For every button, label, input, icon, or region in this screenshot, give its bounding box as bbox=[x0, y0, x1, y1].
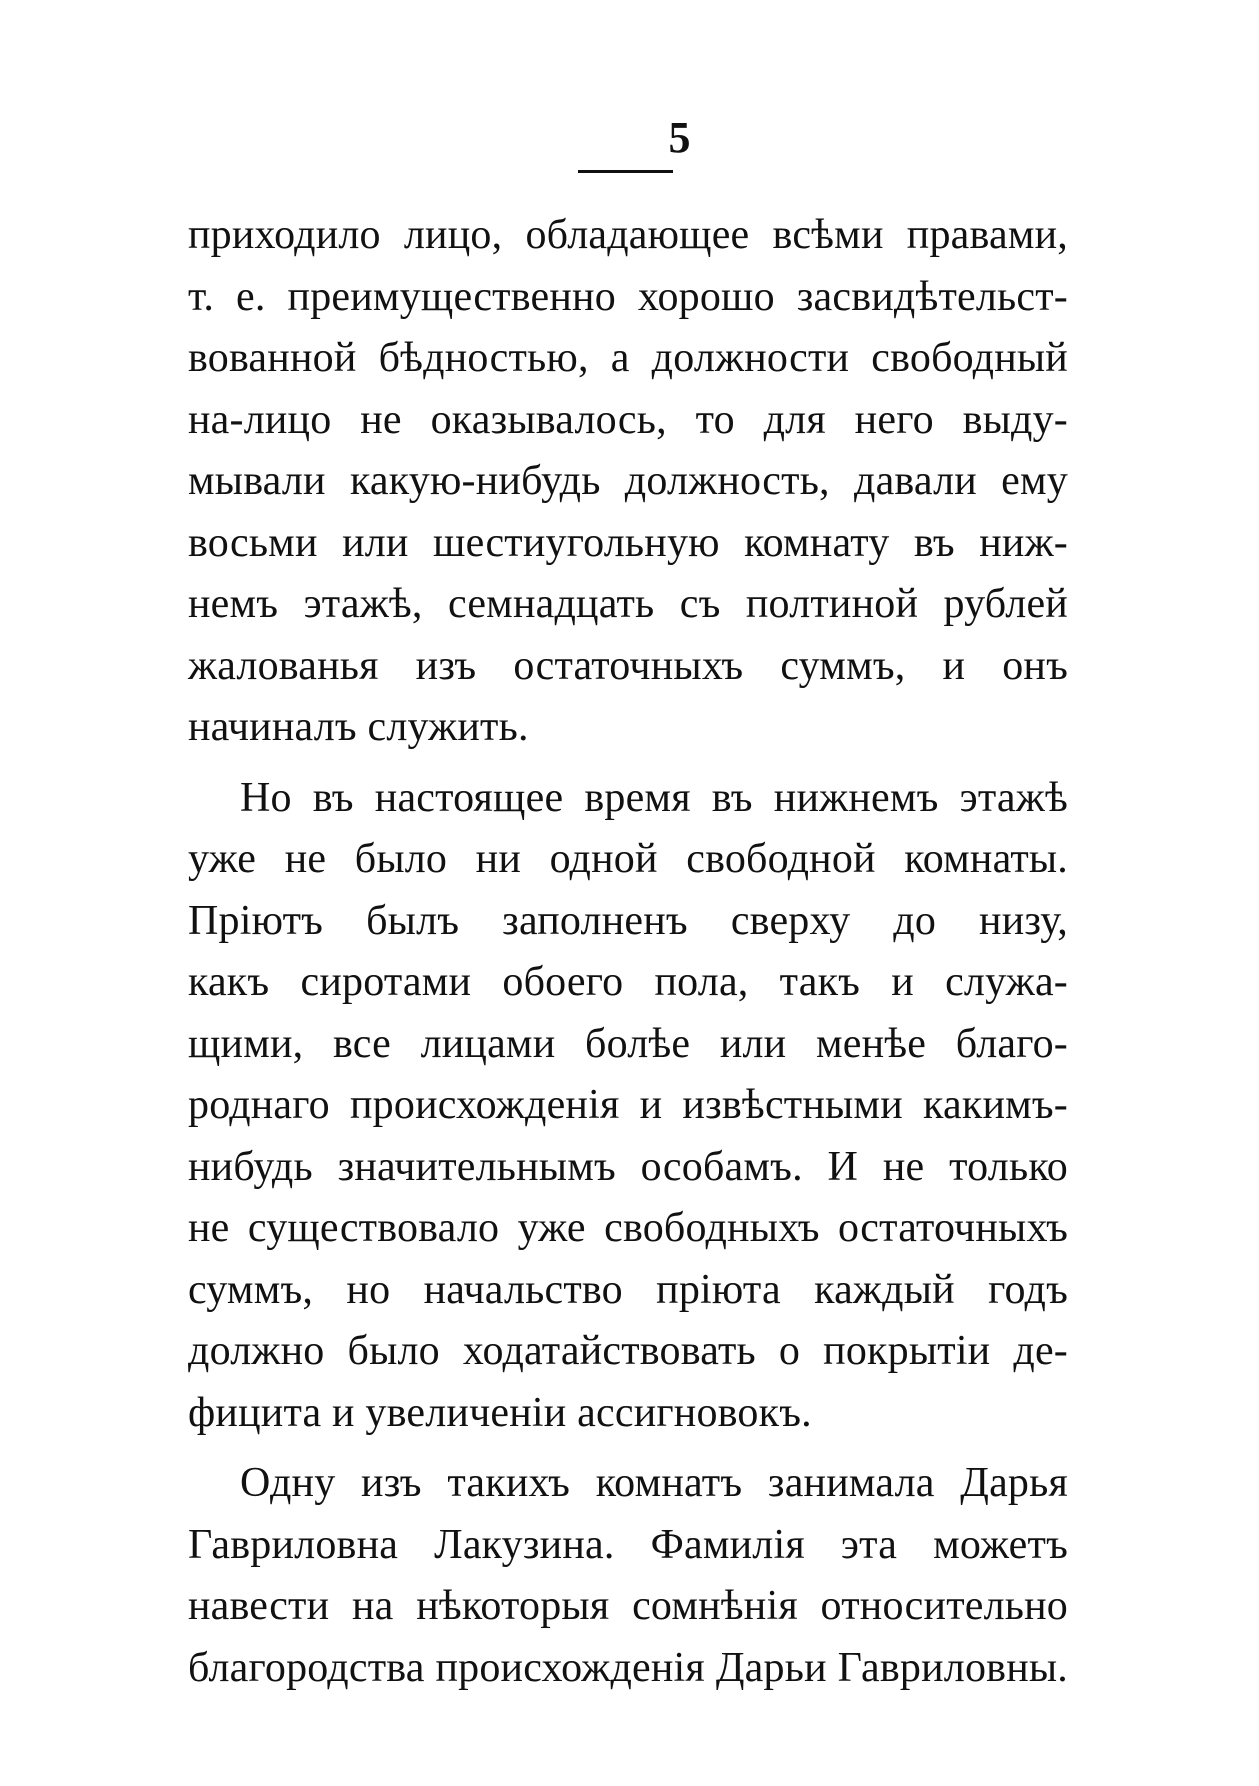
text-line: на-лицо не оказывалось, то для него выду- bbox=[188, 396, 1068, 443]
text-line: приходило лицо, обладающее всѣми правами, bbox=[188, 212, 1068, 258]
text-line: немъ этажѣ, семнадцать съ полтиной рублей bbox=[188, 581, 1068, 627]
text-line: должно было ходатайствовать о покрытіи де- bbox=[188, 1328, 1068, 1374]
body-text bbox=[188, 205, 1068, 1699]
text-line: Гавриловна Лакузина. Фамилія эта можетъ bbox=[188, 1521, 1068, 1568]
text-line: уже не было ни одной свободной комнаты. bbox=[188, 836, 1068, 882]
paragraph-2 bbox=[188, 768, 1068, 1445]
text-line: т. е. преимущественно хорошо засвидѣтельст- bbox=[188, 273, 1068, 320]
text-line: фицита и увеличеніи ассигновокъ. bbox=[188, 1389, 812, 1436]
text-line: не существовало уже свободныхъ остаточныхъ bbox=[188, 1205, 1068, 1251]
text-line: роднаго происхожденія и извѣстными какимъ- bbox=[188, 1082, 1068, 1128]
text-line: суммъ, но начальство пріюта каждый годъ bbox=[188, 1266, 1068, 1313]
text-line: Пріютъ былъ заполненъ сверху до низу, bbox=[188, 897, 1068, 944]
text-line: какъ сиротами обоего пола, такъ и служа- bbox=[188, 959, 1068, 1005]
text-line: вованной бѣдностью, а должности свободный bbox=[188, 335, 1068, 381]
text-line: восьми или шестиугольную комнату въ ниж- bbox=[188, 519, 1068, 566]
text-line: щими, все лицами болѣе или менѣе благо- bbox=[188, 1020, 1068, 1067]
text-line: Но въ настоящее время въ нижнемъ этажѣ bbox=[240, 774, 1068, 821]
text-line: начиналъ служить. bbox=[188, 704, 529, 750]
text-line: Одну изъ такихъ комнатъ занимала Дарья bbox=[240, 1460, 1068, 1506]
paragraph-1 bbox=[188, 205, 1068, 759]
text-line: жалованья изъ остаточныхъ суммъ, и онъ bbox=[188, 642, 1068, 689]
paragraph-3 bbox=[188, 1453, 1068, 1699]
page-number: 5 bbox=[668, 113, 691, 162]
text-line: нибудь значительнымъ особамъ. И не только bbox=[188, 1143, 1068, 1190]
text-line: благородства происхожденія Дарьи Гавриловны. bbox=[188, 1644, 1068, 1691]
text-line: мывали какую-нибудь должность, давали ему bbox=[188, 458, 1068, 504]
page-number-rule bbox=[578, 170, 673, 173]
text-line: навести на нѣкоторыя сомнѣнія относительно bbox=[188, 1583, 1068, 1629]
